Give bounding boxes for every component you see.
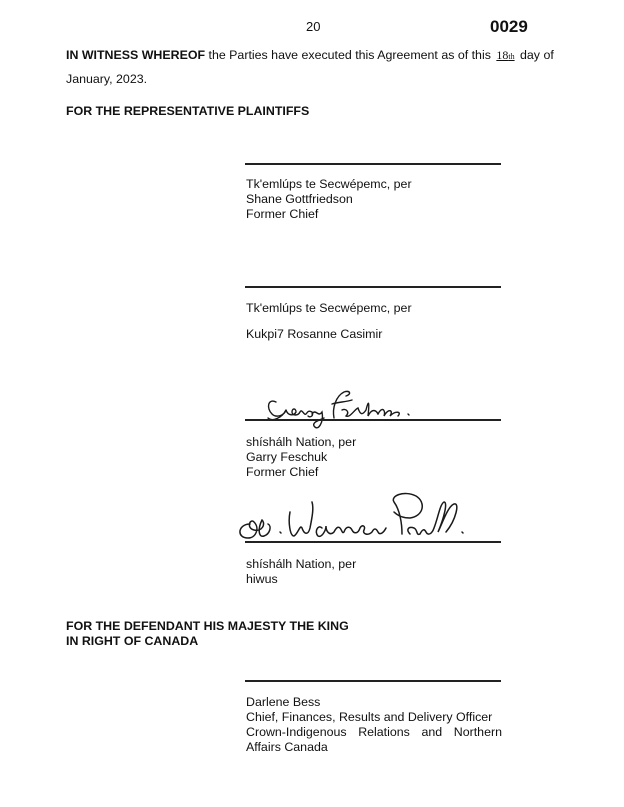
witness-clause: [66, 47, 554, 65]
witness-date-line: January, 2023.: [66, 72, 148, 86]
handwritten-signature-paull: [234, 488, 470, 548]
signatory-name: Shane Gottfriedson: [246, 192, 353, 206]
signatory-block: [246, 301, 412, 342]
signatory-nation: Tk'emlúps te Secwépemc, per: [246, 301, 412, 315]
signatory-department-cont: Affairs Canada: [246, 740, 328, 754]
day-number: 18: [496, 48, 509, 62]
witness-text-end: day of: [516, 48, 554, 62]
plaintiffs-heading: FOR THE REPRESENTATIVE PLAINTIFFS: [66, 104, 310, 118]
signatory-department: Crown-Indigenous Relations and Northern: [246, 725, 502, 739]
witness-bold-lead: IN WITNESS WHEREOF: [66, 48, 206, 62]
signatory-name: Garry Feschuk: [246, 450, 328, 464]
signatory-name: hiwus: [246, 572, 278, 586]
defendant-heading-line1: FOR THE DEFENDANT HIS MAJESTY THE KING: [66, 619, 349, 633]
signatory-title: Former Chief: [246, 207, 319, 221]
page-number: 20: [306, 19, 321, 34]
document-stamp-number: 0029: [490, 17, 528, 36]
signature-line: [245, 286, 501, 288]
signature-line: [245, 163, 501, 165]
handwritten-signature-feschuk: [262, 388, 422, 436]
defendant-heading-line2: IN RIGHT OF CANADA: [66, 634, 199, 648]
signature-line: [245, 419, 501, 421]
signatory-block: [246, 557, 356, 587]
signature-line: [245, 680, 501, 682]
signatory-block: [246, 695, 502, 755]
signatory-nation: shíshálh Nation, per: [246, 557, 357, 571]
signatory-block: [246, 435, 356, 480]
day-fill-in: [494, 48, 516, 62]
defendant-heading: [66, 619, 349, 649]
day-suffix: th: [508, 52, 515, 61]
signatory-block: [246, 177, 412, 222]
signatory-nation: shíshálh Nation, per: [246, 435, 357, 449]
signatory-nation: Tk'emlúps te Secwépemc, per: [246, 177, 412, 191]
witness-text: the Parties have executed this Agreement as of this: [205, 48, 495, 62]
signatory-name: Kukpi7 Rosanne Casimir: [246, 327, 383, 341]
signatory-title: Chief, Finances, Results and Delivery Officer: [246, 710, 493, 724]
signatory-name: Darlene Bess: [246, 695, 321, 709]
signature-line: [245, 541, 501, 543]
signatory-title: Former Chief: [246, 465, 319, 479]
